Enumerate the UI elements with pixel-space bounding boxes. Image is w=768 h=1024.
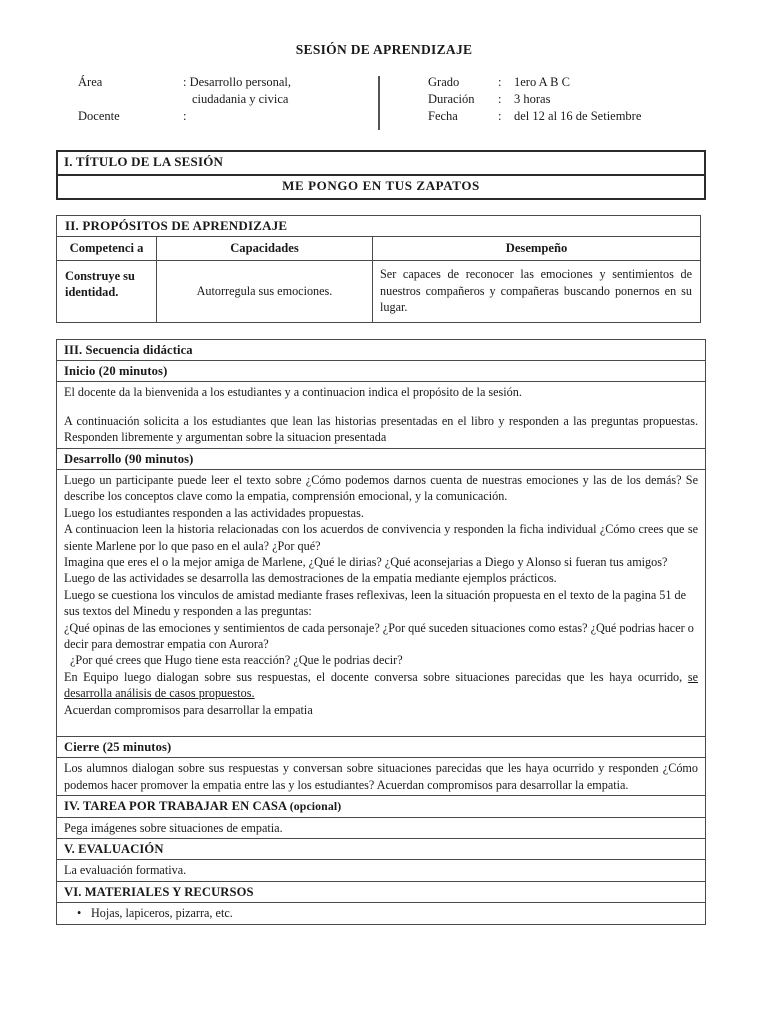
desarrollo-paragraph-7: ¿Qué opinas de las emociones y sentimientos de cada personaje? ¿Por qué suceden situaciones como estas? ¿Qué podrias hacer o decir para demostrar empatia con Aurora? [64, 620, 694, 651]
section-1-heading-row [57, 151, 705, 175]
desarrollo-band: Desarrollo (90 minutos) [57, 448, 706, 469]
area-text-line2: ciudadania y civica [192, 92, 289, 106]
cierre-body-row [57, 758, 706, 796]
session-title-value: ME PONGO EN TUS ZAPATOS [57, 175, 705, 199]
value-fecha: del 12 al 16 de Setiembre [514, 109, 642, 123]
section-4-band-main: IV. TAREA POR TRABAJAR EN CASA [64, 799, 287, 814]
sequence-table [56, 339, 706, 925]
desarrollo-band-row [57, 448, 706, 469]
value-area-line2 [183, 91, 378, 108]
section-3-banner: III. Secuencia didáctica [57, 339, 706, 360]
section-4-body: Pega imágenes sobre situaciones de empatia. [57, 817, 706, 838]
inicio-band-row [57, 360, 706, 381]
desarrollo-paragraph-5: Luego de las actividades se desarrolla las demostraciones de la empatia mediante ejemplos prácticos. [64, 571, 557, 586]
inicio-paragraph-2: A continuación solicita a los estudiantes que lean las historias presentadas en el libro y responden a las preguntas propuestas. Responden libremente y argumentan sobre la situacion presentada [64, 413, 698, 445]
header-left-labels [78, 74, 183, 132]
label-fecha: Fecha [428, 109, 458, 123]
cierre-body [57, 758, 706, 796]
colon-duracion: : [498, 92, 502, 106]
section-5-band: V. EVALUACIÓN [57, 839, 706, 860]
section-2-table [56, 215, 701, 323]
value-docente [183, 108, 378, 125]
bullet-icon: • [77, 906, 82, 921]
section-4-body-row [57, 817, 706, 838]
inicio-body [57, 382, 706, 448]
equipo-underlined-text: se desarrolla análisis de casos propuestos. [64, 669, 698, 701]
desarrollo-paragraph-1: Luego un participante puede leer el texto sobre ¿Cómo podemos darnos cuenta de nuestras emociones y las de los demás? Se describe los conceptos clave como la empatia, comprensión emocional, y la comunicación. [64, 472, 698, 504]
inicio-paragraph-1: El docente da la bienvenida a los estudiantes y a continuacion indica el propósito de la sesión. [64, 385, 522, 400]
desarrollo-paragraph-2: Luego los estudiantes responden a las actividades propuestas. [64, 505, 364, 520]
section-1-value-row [57, 175, 705, 199]
equipo-text: En Equipo luego dialogan sobre sus respuestas, el docente conversa sobre situaciones parecidas que les haya ocurrido, [64, 669, 688, 684]
value-area-line1 [183, 74, 378, 91]
cierre-band: Cierre (25 minutos) [57, 737, 706, 758]
column-header-capacidades: Capacidades [157, 237, 373, 261]
section-6-bullet-item [57, 903, 706, 924]
docente-colon: : [183, 109, 187, 123]
section-2-banner-row [57, 216, 701, 237]
desarrollo-paragraph-equipo [64, 669, 698, 702]
colon-fecha: : [498, 109, 502, 123]
inicio-body-row [57, 382, 706, 448]
label-area: Área [78, 75, 103, 89]
header-right-values [514, 74, 641, 132]
colon-grado: : [498, 75, 502, 89]
desarrollo-paragraph-8: ¿Por qué crees que Hugo tiene esta reacción? ¿Que le podrias decir? [70, 653, 403, 668]
section-6-bullet-text: Hojas, lapiceros, pizarra, etc. [91, 906, 233, 921]
header-meta-right [380, 74, 641, 132]
document-title: SESIÓN DE APRENDIZAJE [295, 42, 473, 57]
section-2-data-row [57, 261, 701, 323]
cierre-band-row [57, 737, 706, 758]
label-duracion: Duración [428, 92, 475, 106]
section-5-body-row [57, 860, 706, 881]
section-4-band-optional: (opcional) [289, 799, 342, 814]
label-grado: Grado [428, 75, 460, 89]
section-4-band-row [57, 796, 706, 817]
cell-competencia: Construye su identidad. [57, 261, 157, 323]
section-4-band [57, 796, 706, 817]
section-6-band-row [57, 881, 706, 902]
column-header-desempeno: Desempeño [373, 237, 701, 261]
desarrollo-paragraph-3: A continuacion leen la historia relacionadas con los acuerdos de convivencia y responden la ficha individual ¿Cómo crees que se siente Marlene por lo que paso en el aula? ¿Por qué? [64, 522, 698, 553]
value-grado: 1ero A B C [514, 75, 570, 89]
section-2-header-row [57, 237, 701, 261]
section-5-body: La evaluación formativa. [57, 860, 706, 881]
section-6-body-row [57, 903, 706, 924]
label-docente: Docente [78, 109, 120, 123]
header-meta [0, 74, 768, 132]
section-3-container [56, 339, 768, 925]
desarrollo-body-row [57, 469, 706, 736]
inicio-band: Inicio (20 minutos) [57, 360, 706, 381]
column-header-competencia: Competenci a [57, 237, 157, 261]
header-right-labels [428, 74, 498, 132]
section-1-container [56, 150, 768, 200]
header-left-values [183, 74, 378, 132]
desarrollo-paragraph-6: Luego se cuestiona los vinculos de amistad mediante frases reflexivas, leen la situación propuesta en el texto de la pagina 51 de sus textos del Minedu y responden a las preguntas: [64, 587, 687, 619]
desarrollo-body [57, 469, 706, 736]
cierre-paragraph: Los alumnos dialogan sobre sus respuestas y conversan sobre situaciones parecidas que les haya ocurrido y responden ¿Cómo podemos hacer promover la empatia entre las y los estudiantes? Acuerdan compromisos para desarrollar la empatia. [64, 761, 698, 792]
cell-capacidades: Autorregula sus emociones. [157, 261, 373, 323]
cell-desempeno: Ser capaces de reconocer las emociones y sentimientos de nuestros compañeros y compañeras buscando ponernos en su lugar. [373, 261, 701, 323]
spacer-row [78, 91, 183, 108]
section-2-container [56, 215, 768, 323]
section-5-band-row [57, 839, 706, 860]
desarrollo-paragraph-4: Imagina que eres el o la mejor amiga de Marlene, ¿Qué le dirias? ¿Qué aconsejarias a Diego y Alonso si fueran tus amigos? [64, 554, 668, 569]
section-3-banner-row [57, 339, 706, 360]
header-right-colons [498, 74, 514, 132]
header-meta-left [78, 74, 378, 132]
section-1-heading: I. TÍTULO DE LA SESIÓN [57, 151, 705, 175]
desarrollo-paragraph-acuerdan: Acuerdan compromisos para desarrollar la empatia [64, 702, 313, 717]
area-colon: : [183, 75, 187, 89]
section-1-table [56, 150, 706, 200]
area-text-line1: Desarrollo personal, [189, 75, 291, 89]
value-duracion: 3 horas [514, 92, 551, 106]
section-6-band: VI. MATERIALES Y RECURSOS [57, 881, 706, 902]
section-2-banner: II. PROPÓSITOS DE APRENDIZAJE [57, 216, 701, 237]
